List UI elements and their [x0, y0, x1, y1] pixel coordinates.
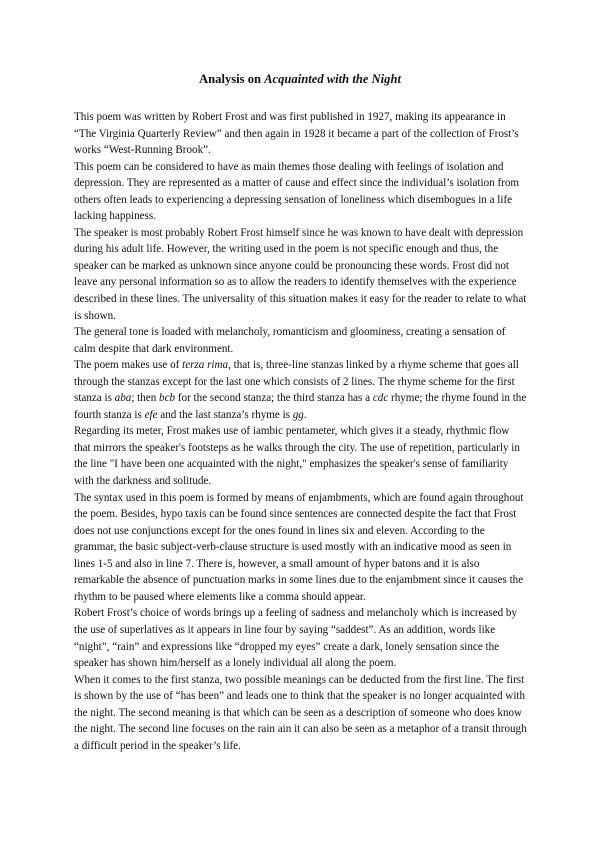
paragraph-syntax: The syntax used in this poem is formed by means of enjambments, which are found again throughout the poem. Besides, hypo taxis can be found since sentences are connected despite the fact that Frost does not use conjunctions except for the ones found in lines six and eleven. According to the grammar, the basic subject-verb-clause structure is used mostly with an indicative mood as seen in lines 1-5 and also in line 7. There is, however, a small amount of hyper batons and it is also remarkable the absence of punctuation marks in some lines due to the enjambment since it causes the rhythm to be paused where elements like a comma should appear. [74, 491, 524, 603]
paragraph-rhyme-scheme: The poem makes use of terza rima, that is, three-line stanzas linked by a rhyme scheme that goes all through the stanzas except for the last one which consists of 2 lines. The rhyme scheme for the first stanza is aba; then bcb for the second stanza; the third stanza has a cdc rhyme; the rhyme found in the fourth stanza is efe and the last stanza’s rhyme is gg. [74, 359, 527, 421]
paragraph-word-choice: Robert Frost’s choice of words brings up a feeling of sadness and melancholy which is increased by the use of superlatives as it appears in line four by saying “saddest”. As an addition, words like “night”, “rain” and expressions like “dropped my eyes” create a dark, lonely sensation since the speaker has shown him/herself as a lonely individual all along the poem. [74, 607, 518, 670]
term-terza-rima: terza rima [182, 359, 229, 372]
paragraph-themes: This poem can be considered to have as main themes those dealing with feelings of isolation and depression. They are represented as a matter of cause and effect since the individual’s isolation from others often leads to experiencing a depressing sensation of loneliness which disembogues in a life lacking happiness. [74, 160, 520, 223]
paragraph-meter: Regarding its meter, Frost makes use of iambic pentameter, which gives it a steady, rhythmic flow that mirrors the speaker's footsteps as he walks through the city. The use of repetition, particularly in the line "I have been one acquainted with the night," emphasizes the speaker's sense of familiarity with the darkness and solitude. [74, 425, 520, 488]
paragraph-speaker: The speaker is most probably Robert Frost himself since he was known to have dealt with depression during his adult life. However, the writing used in the poem is not specific enough and thus, the speaker can be marked as unknown since anyone could be pronouncing these words. Frost did not leave any personal information so as to allow the readers to identify themselves with the experience described in these lines. The universality of this situation makes it easy for the reader to relate to what is shown. [74, 226, 527, 322]
rhyme-bcb: bcb [159, 392, 176, 405]
rhyme-gg: gg [292, 408, 304, 421]
title-italic: Acquainted with the Night [264, 72, 401, 86]
paragraph-publication: This poem was written by Robert Frost and was first published in 1927, making its appearance in “The Virginia Quarterly Review” and then again in 1928 it became a part of the collection of Frost’s works “West-Running Brook”. [74, 111, 519, 157]
rhyme-efe: efe [144, 408, 158, 421]
paragraph-tone: The general tone is loaded with melancholy, romanticism and gloominess, creating a sensation of calm despite that dark environment. [74, 326, 506, 355]
document-title [0, 70, 600, 88]
paragraph-first-stanza: When it comes to the first stanza, two possible meanings can be deducted from the first line. The first is shown by the use of “has been” and leads one to think that the speaker is no longer acquainted with the night. The second meaning is that which can be seen as a description of someone who does know the night. The second line focuses on the rain ain it can also be seen as a metaphor of a transit through a difficult period in the speaker’s life. [74, 673, 527, 752]
document-body [74, 109, 528, 754]
rhyme-cdc: cdc [372, 392, 389, 405]
title-prefix: Analysis on [199, 72, 265, 86]
rhyme-aba: aba [114, 392, 132, 405]
